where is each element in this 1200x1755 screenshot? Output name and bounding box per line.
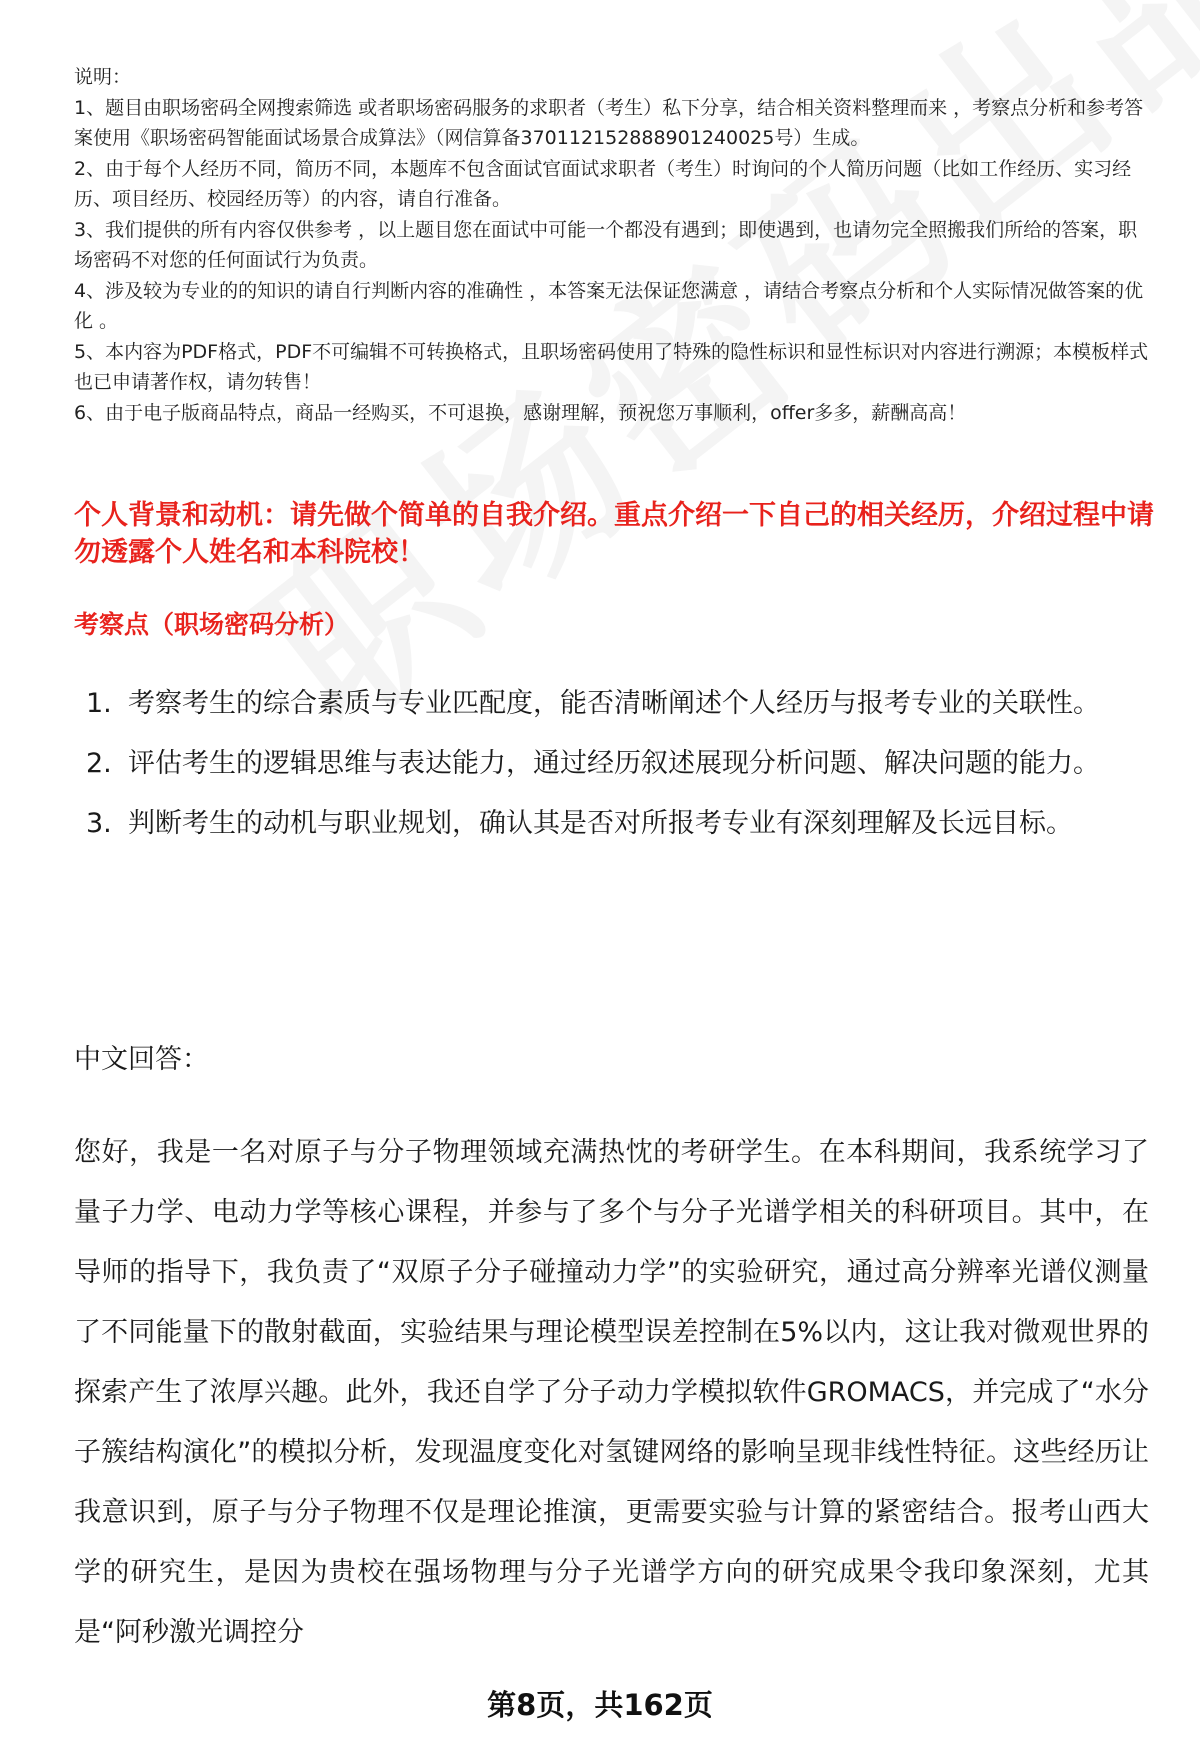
point-text: 考察考生的综合素质与专业匹配度，能否清晰阐述个人经历与报考专业的关联性。 bbox=[128, 688, 1100, 719]
point-number: 2. bbox=[86, 748, 112, 779]
note-item: 1、题目由职场密码全网搜索筛选 或者职场密码服务的求职者（考生）私下分享，结合相关资料整理而来 ，考察点分析和参考答案使用《职场密码智能面试场景合成算法》（网信算备370112152888901240025号）生成。 bbox=[74, 96, 1144, 149]
analysis-point bbox=[74, 674, 1154, 734]
note-item: 4、涉及较为专业的的知识的请自行判断内容的准确性 ，本答案无法保证您满意 ，请结合考察点分析和个人实际情况做答案的优化 。 bbox=[74, 279, 1144, 332]
note-item: 5、本内容为PDF格式，PDF不可编辑不可转换格式，且职场密码使用了特殊的隐性标识和显性标识对内容进行溯源；本模板样式也已申请著作权，请勿转售！ bbox=[74, 340, 1149, 393]
analysis-list bbox=[74, 674, 1154, 854]
analysis-title: 考察点（职场密码分析） bbox=[74, 610, 350, 639]
note-item: 3、我们提供的所有内容仅供参考 ，以上题目您在面试中可能一个都没有遇到；即使遇到，也请勿完全照搬我们所给的答案，职场密码不对您的任何面试行为负责。 bbox=[74, 218, 1138, 271]
note-item: 6、由于电子版商品特点，商品一经购买，不可退换，感谢理解，预祝您万事顺利，offer多多，薪酬高高！ bbox=[74, 401, 967, 424]
question-title: 个人背景和动机：请先做个简单的自我介绍。重点介绍一下自己的相关经历，介绍过程中请勿透露个人姓名和本科院校！ bbox=[74, 500, 1154, 568]
point-number: 3. bbox=[86, 808, 112, 839]
notes-heading: 说明： bbox=[74, 66, 132, 88]
answer-label: 中文回答： bbox=[74, 1044, 209, 1075]
analysis-point bbox=[74, 734, 1154, 794]
answer-text: 您好，我是一名对原子与分子物理领域充满热忱的考研学生。在本科期间，我系统学习了量子力学、电动力学等核心课程，并参与了多个与分子光谱学相关的科研项目。其中，在导师的指导下，我负责了“双原子分子碰撞动力学”的实验研究，通过高分辨率光谱仪测量了不同能量下的散射截面，实验结果与理论模型误差控制在5%以内，这让我对微观世界的探索产生了浓厚兴趣。此外，我还自学了分子动力学模拟软件GROMACS，并完成了“水分子簇结构演化”的模拟分析，发现温度变化对氢键网络的影响呈现非线性特征。这些经历让我意识到，原子与分子物理不仅是理论推演，更需要实验与计算的紧密结合。报考山西大学的研究生，是因为贵校在强场物理与分子光谱学方向的研究成果令我印象深刻，尤其是“阿秒激光调控分 bbox=[74, 1137, 1149, 1648]
point-text: 判断考生的动机与职业规划，确认其是否对所报考专业有深刻理解及长远目标。 bbox=[128, 808, 1073, 839]
notes-section bbox=[74, 62, 1154, 428]
analysis-point bbox=[74, 794, 1154, 854]
note-item: 2、由于每个人经历不同，简历不同，本题库不包含面试官面试求职者（考生）时询问的个人简历问题（比如工作经历、实习经历、项目经历、校园经历等）的内容，请自行准备。 bbox=[74, 157, 1132, 210]
page-footer: 第8页，共162页 bbox=[487, 1688, 713, 1722]
point-text: 评估考生的逻辑思维与表达能力，通过经历叙述展现分析问题、解决问题的能力。 bbox=[128, 748, 1100, 779]
point-number: 1. bbox=[86, 688, 112, 719]
